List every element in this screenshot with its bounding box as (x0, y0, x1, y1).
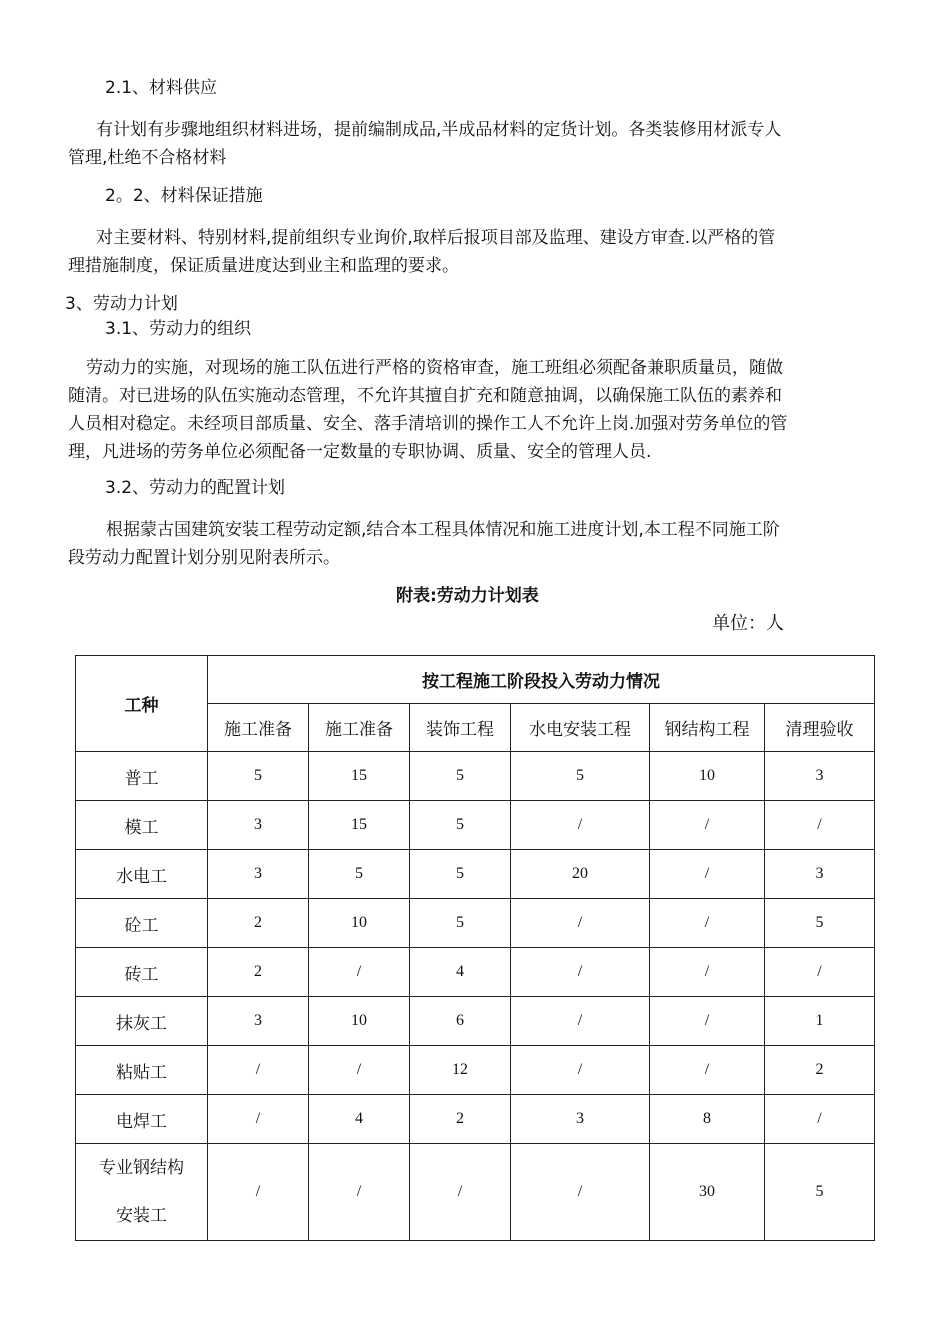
trade-cell: 砖工 (76, 948, 208, 997)
table-row (76, 1046, 875, 1095)
heading-3-1: 3.1、劳动力的组织 (105, 319, 252, 339)
stage-header: 装饰工程 (410, 704, 511, 752)
value-cell: / (511, 801, 650, 850)
value-cell: / (765, 801, 875, 850)
line: 人员相对稳定。未经项目部质量、安全、落手清培训的操作工人不允许上岗.加强对劳务单位的管 (68, 414, 788, 434)
value-cell: 5 (511, 752, 650, 801)
value-cell: / (511, 899, 650, 948)
value-cell: 20 (511, 850, 650, 899)
line: 理措施制度，保证质量进度达到业主和监理的要求。 (68, 256, 459, 276)
table-row (76, 948, 875, 997)
value-cell: 5 (410, 752, 511, 801)
value-cell: / (511, 1144, 650, 1241)
line: 有计划有步骤地组织材料进场，提前编制成品,半成品材料的定货计划。各类装修用材派专人 (96, 120, 782, 140)
table-row (76, 997, 875, 1046)
value-cell: / (650, 850, 765, 899)
stage-header: 钢结构工程 (650, 704, 765, 752)
value-cell: 2 (765, 1046, 875, 1095)
value-cell: 3 (765, 752, 875, 801)
value-cell: 5 (765, 899, 875, 948)
value-cell: 5 (410, 850, 511, 899)
trade-cell: 电焊工 (76, 1095, 208, 1144)
value-cell: 8 (650, 1095, 765, 1144)
table-unit: 单位：人 (712, 613, 784, 634)
labor-plan-table (75, 655, 875, 1241)
trade-cell: 水电工 (76, 850, 208, 899)
value-cell: 5 (208, 752, 309, 801)
table-row (76, 899, 875, 948)
value-cell: / (511, 997, 650, 1046)
value-cell: 5 (309, 850, 410, 899)
value-cell: / (650, 997, 765, 1046)
table-row (76, 752, 875, 801)
value-cell: / (410, 1144, 511, 1241)
trade-line: 专业钢结构 (99, 1158, 184, 1178)
value-cell: 10 (309, 899, 410, 948)
value-cell: / (208, 1144, 309, 1241)
value-cell: 2 (208, 899, 309, 948)
line: 对主要材料、特别材料,提前组织专业询价,取样后报项目部及监理、建设方审查.以严格的管 (96, 228, 776, 248)
value-cell: / (650, 801, 765, 850)
value-cell: / (309, 948, 410, 997)
stage-header: 清理验收 (765, 704, 875, 752)
value-cell: 10 (309, 997, 410, 1046)
heading-2-1: 2.1、材料供应 (105, 78, 218, 98)
stage-header: 水电安装工程 (511, 704, 650, 752)
table-row (76, 850, 875, 899)
trade-cell: 砼工 (76, 899, 208, 948)
heading-3: 3、劳动力计划 (65, 294, 178, 314)
value-cell: / (650, 948, 765, 997)
value-cell: 5 (410, 899, 511, 948)
value-cell: 1 (765, 997, 875, 1046)
value-cell: 15 (309, 752, 410, 801)
line: 劳动力的实施，对现场的施工队伍进行严格的资格审查，施工班组必须配备兼职质量员，随做 (86, 358, 783, 378)
value-cell: / (650, 899, 765, 948)
value-cell: 5 (410, 801, 511, 850)
value-cell: / (511, 1046, 650, 1095)
value-cell: / (765, 948, 875, 997)
heading-3-2: 3.2、劳动力的配置计划 (105, 478, 286, 498)
value-cell: / (208, 1046, 309, 1095)
value-cell: 15 (309, 801, 410, 850)
trade-line: 安装工 (116, 1206, 167, 1226)
table-row (76, 1144, 875, 1241)
value-cell: 10 (650, 752, 765, 801)
heading-2-2: 2。2、材料保证措施 (105, 186, 263, 206)
table-title: 附表:劳动力计划表 (396, 586, 539, 606)
value-cell: / (511, 948, 650, 997)
value-cell: 3 (208, 801, 309, 850)
value-cell: / (309, 1144, 410, 1241)
value-cell: / (208, 1095, 309, 1144)
stage-group-header: 按工程施工阶段投入劳动力情况 (208, 656, 875, 704)
value-cell: / (765, 1095, 875, 1144)
table-row (76, 801, 875, 850)
paragraph-3-1 (68, 354, 883, 466)
line: 管理,杜绝不合格材料 (68, 148, 227, 168)
trade-header: 工种 (76, 656, 208, 752)
value-cell: 2 (410, 1095, 511, 1144)
value-cell: 3 (208, 997, 309, 1046)
value-cell: 3 (765, 850, 875, 899)
value-cell: 12 (410, 1046, 511, 1095)
line: 段劳动力配置计划分别见附表所示。 (68, 548, 340, 568)
line: 理，凡进场的劳务单位必须配备一定数量的专职协调、质量、安全的管理人员. (68, 442, 652, 462)
trade-cell: 模工 (76, 801, 208, 850)
table-row (76, 1095, 875, 1144)
value-cell: 4 (309, 1095, 410, 1144)
value-cell: / (309, 1046, 410, 1095)
value-cell: 6 (410, 997, 511, 1046)
value-cell: 30 (650, 1144, 765, 1241)
paragraph-2-1 (68, 116, 883, 172)
trade-cell (76, 1144, 208, 1241)
value-cell: 5 (765, 1144, 875, 1241)
paragraph-2-2 (68, 224, 883, 280)
value-cell: 4 (410, 948, 511, 997)
value-cell: 3 (208, 850, 309, 899)
trade-cell: 粘贴工 (76, 1046, 208, 1095)
line: 根据蒙古国建筑安装工程劳动定额,结合本工程具体情况和施工进度计划,本工程不同施工阶 (106, 520, 780, 540)
value-cell: 2 (208, 948, 309, 997)
trade-cell: 抹灰工 (76, 997, 208, 1046)
paragraph-3-2 (68, 516, 883, 572)
line: 随清。对已进场的队伍实施动态管理，不允许其擅自扩充和随意抽调，以确保施工队伍的素养和 (68, 386, 782, 406)
stage-header: 施工准备 (208, 704, 309, 752)
value-cell: 3 (511, 1095, 650, 1144)
trade-cell: 普工 (76, 752, 208, 801)
value-cell: / (650, 1046, 765, 1095)
stage-header: 施工准备 (309, 704, 410, 752)
